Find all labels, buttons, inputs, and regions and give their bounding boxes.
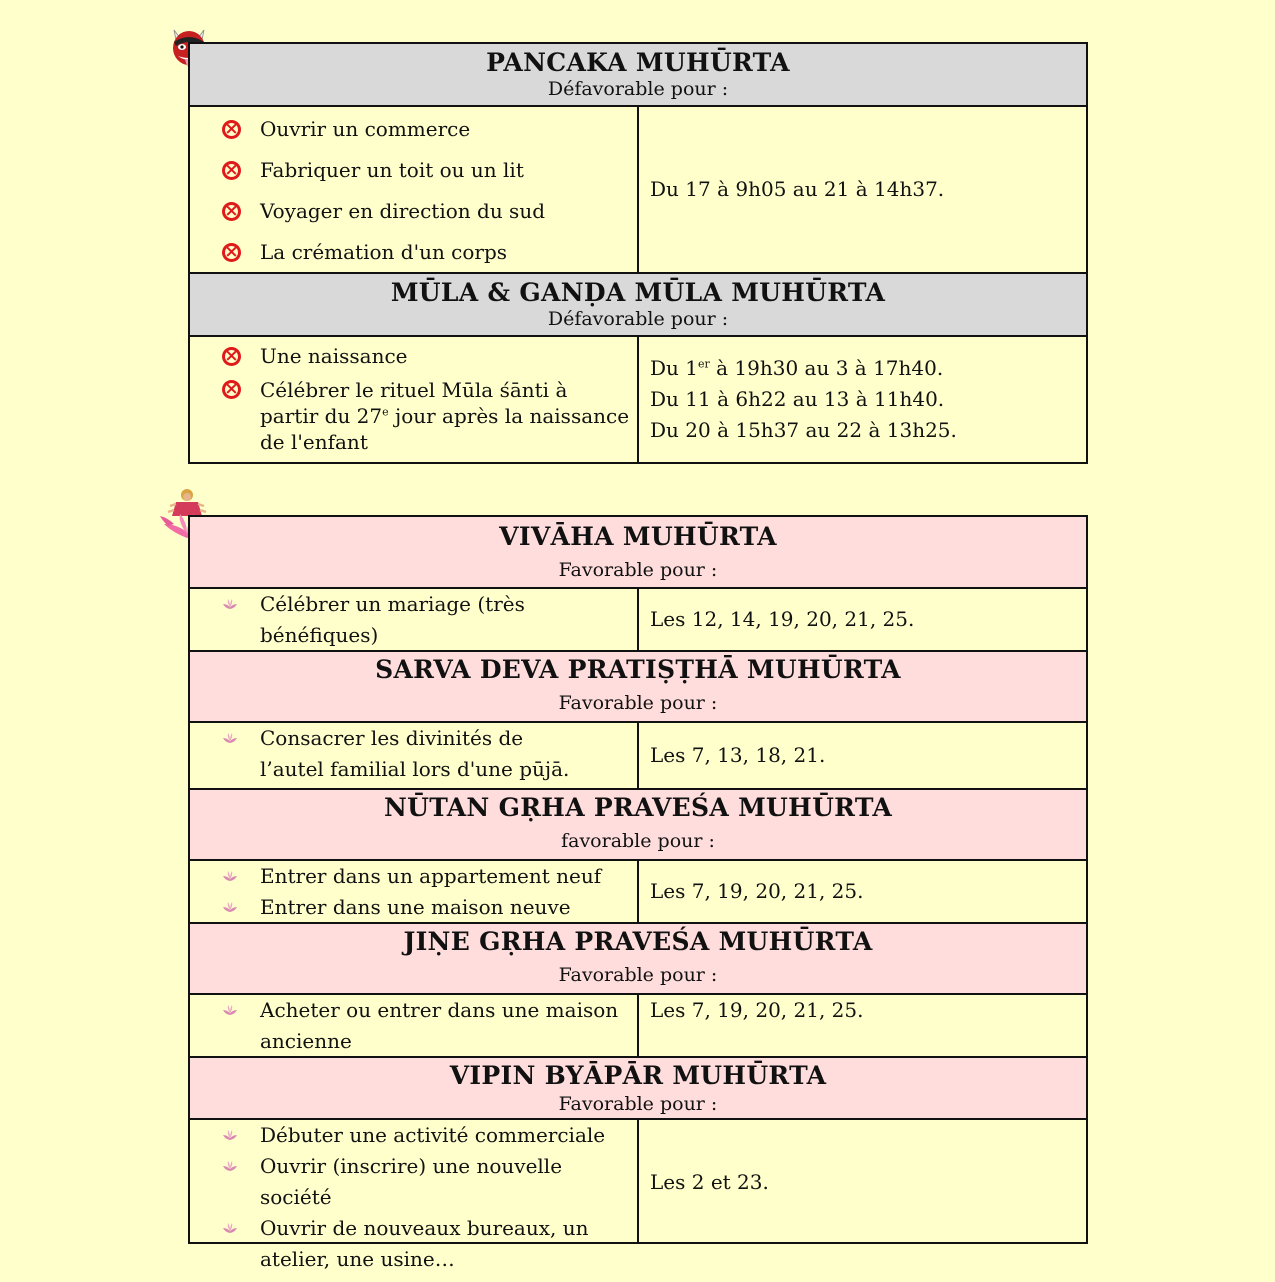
section-subtitle: Favorable pour : bbox=[558, 559, 718, 581]
section-title: VIPIN BYĀPĀR MUHŪRTA bbox=[449, 1061, 827, 1090]
dates-cell bbox=[639, 1120, 1086, 1244]
cross-circle-icon bbox=[222, 120, 241, 139]
list-item: Célébrer un mariage (très bénéfiques) bbox=[190, 589, 631, 651]
section-header bbox=[190, 790, 1086, 861]
section-title: PANCAKA MUHŪRTA bbox=[486, 48, 790, 77]
section-row bbox=[190, 723, 1086, 790]
list-item: Entrer dans une maison neuve bbox=[190, 892, 631, 923]
list-item: Ouvrir de nouveaux bureaux, un atelier, une usine… bbox=[190, 1213, 631, 1275]
date-line: Les 12, 14, 19, 20, 21, 25. bbox=[650, 607, 915, 631]
date-line: Du 20 à 15h37 au 22 à 13h25. bbox=[650, 418, 957, 442]
date-line: Les 7, 19, 20, 21, 25. bbox=[650, 879, 864, 903]
section-row bbox=[190, 107, 1086, 274]
section-title: VIVĀHA MUHŪRTA bbox=[499, 522, 777, 551]
activities-cell bbox=[190, 589, 639, 650]
date-line: Les 7, 19, 20, 21, 25. bbox=[650, 998, 864, 1022]
section-subtitle: Défavorable pour : bbox=[547, 308, 729, 330]
dates-cell bbox=[639, 995, 1086, 1056]
section-row bbox=[190, 1120, 1086, 1271]
date-line: Du 1er à 19h30 au 3 à 17h40. bbox=[650, 356, 944, 380]
section-header bbox=[190, 924, 1086, 995]
dates-cell bbox=[639, 589, 1086, 650]
section-title: NŪTAN GṚHA PRAVEŚA MUHŪRTA bbox=[383, 793, 893, 822]
list-item: × La crémation d'un corps bbox=[190, 237, 631, 268]
list-item: Consacrer les divinités de l’autel familial lors d'une pūjā. bbox=[190, 723, 631, 785]
section-row bbox=[190, 995, 1086, 1058]
list-item: × Une naissance bbox=[190, 341, 631, 372]
date-line: Les 7, 13, 18, 21. bbox=[650, 743, 826, 767]
date-line: Du 11 à 6h22 au 13 à 11h40. bbox=[650, 387, 945, 411]
section-header bbox=[190, 44, 1086, 107]
list-item: × Célébrer le rituel Mūla śānti à partir du 27e jour après la naissance de l'enfant bbox=[190, 377, 631, 455]
cross-circle-icon bbox=[222, 202, 241, 221]
section-subtitle: Favorable pour : bbox=[558, 1093, 718, 1115]
dates-cell bbox=[639, 861, 1086, 922]
lotus-icon bbox=[223, 732, 237, 744]
dates-cell bbox=[639, 723, 1086, 788]
unfavorable-muhurta-table bbox=[188, 42, 1088, 464]
section-row bbox=[190, 861, 1086, 924]
activities-cell bbox=[190, 337, 639, 462]
section-header bbox=[190, 517, 1086, 589]
activities-cell bbox=[190, 723, 639, 788]
section-subtitle: Favorable pour : bbox=[558, 964, 718, 986]
cross-circle-icon bbox=[222, 347, 241, 366]
date-line: Les 2 et 23. bbox=[650, 1169, 769, 1194]
list-item: Entrer dans un appartement neuf bbox=[190, 861, 631, 892]
lotus-icon bbox=[223, 1129, 237, 1141]
section-title: SARVA DEVA PRATIṢṬHĀ MUHŪRTA bbox=[375, 655, 901, 684]
list-item: Acheter ou entrer dans une maison ancienne bbox=[190, 995, 631, 1057]
section-header bbox=[190, 274, 1086, 337]
lotus-icon bbox=[223, 901, 237, 913]
lotus-icon bbox=[223, 598, 237, 610]
lotus-icon bbox=[223, 870, 237, 882]
activities-cell bbox=[190, 995, 639, 1056]
cross-circle-icon bbox=[222, 380, 241, 399]
dates-cell bbox=[639, 337, 1086, 462]
list-item: Ouvrir (inscrire) une nouvelle société bbox=[190, 1151, 631, 1213]
cross-circle-icon bbox=[222, 243, 241, 262]
lotus-icon bbox=[223, 1222, 237, 1234]
section-row bbox=[190, 589, 1086, 652]
lotus-icon bbox=[223, 1160, 237, 1172]
section-title: JIṆE GṚHA PRAVEŚA MUHŪRTA bbox=[403, 927, 873, 956]
section-subtitle: favorable pour : bbox=[561, 830, 715, 852]
section-header bbox=[190, 1058, 1086, 1120]
list-item: Débuter une activité commerciale bbox=[190, 1120, 631, 1151]
dates-cell bbox=[639, 107, 1086, 272]
section-subtitle: Favorable pour : bbox=[558, 692, 718, 714]
list-item: × Ouvrir un commerce bbox=[190, 114, 631, 145]
section-header bbox=[190, 652, 1086, 723]
favorable-muhurta-table bbox=[188, 515, 1088, 1271]
lotus-icon bbox=[223, 1004, 237, 1016]
activities-cell bbox=[190, 861, 639, 922]
list-item: × Fabriquer un toit ou un lit bbox=[190, 155, 631, 186]
section-subtitle: Défavorable pour : bbox=[547, 78, 729, 100]
section-row bbox=[190, 337, 1086, 462]
cross-circle-icon bbox=[222, 161, 241, 180]
date-line: Du 17 à 9h05 au 21 à 14h37. bbox=[650, 177, 945, 201]
section-title: MŪLA & GANḌA MŪLA MUHŪRTA bbox=[390, 278, 886, 307]
activities-cell bbox=[190, 107, 639, 272]
activities-cell bbox=[190, 1120, 639, 1271]
list-item: × Voyager en direction du sud bbox=[190, 196, 631, 227]
